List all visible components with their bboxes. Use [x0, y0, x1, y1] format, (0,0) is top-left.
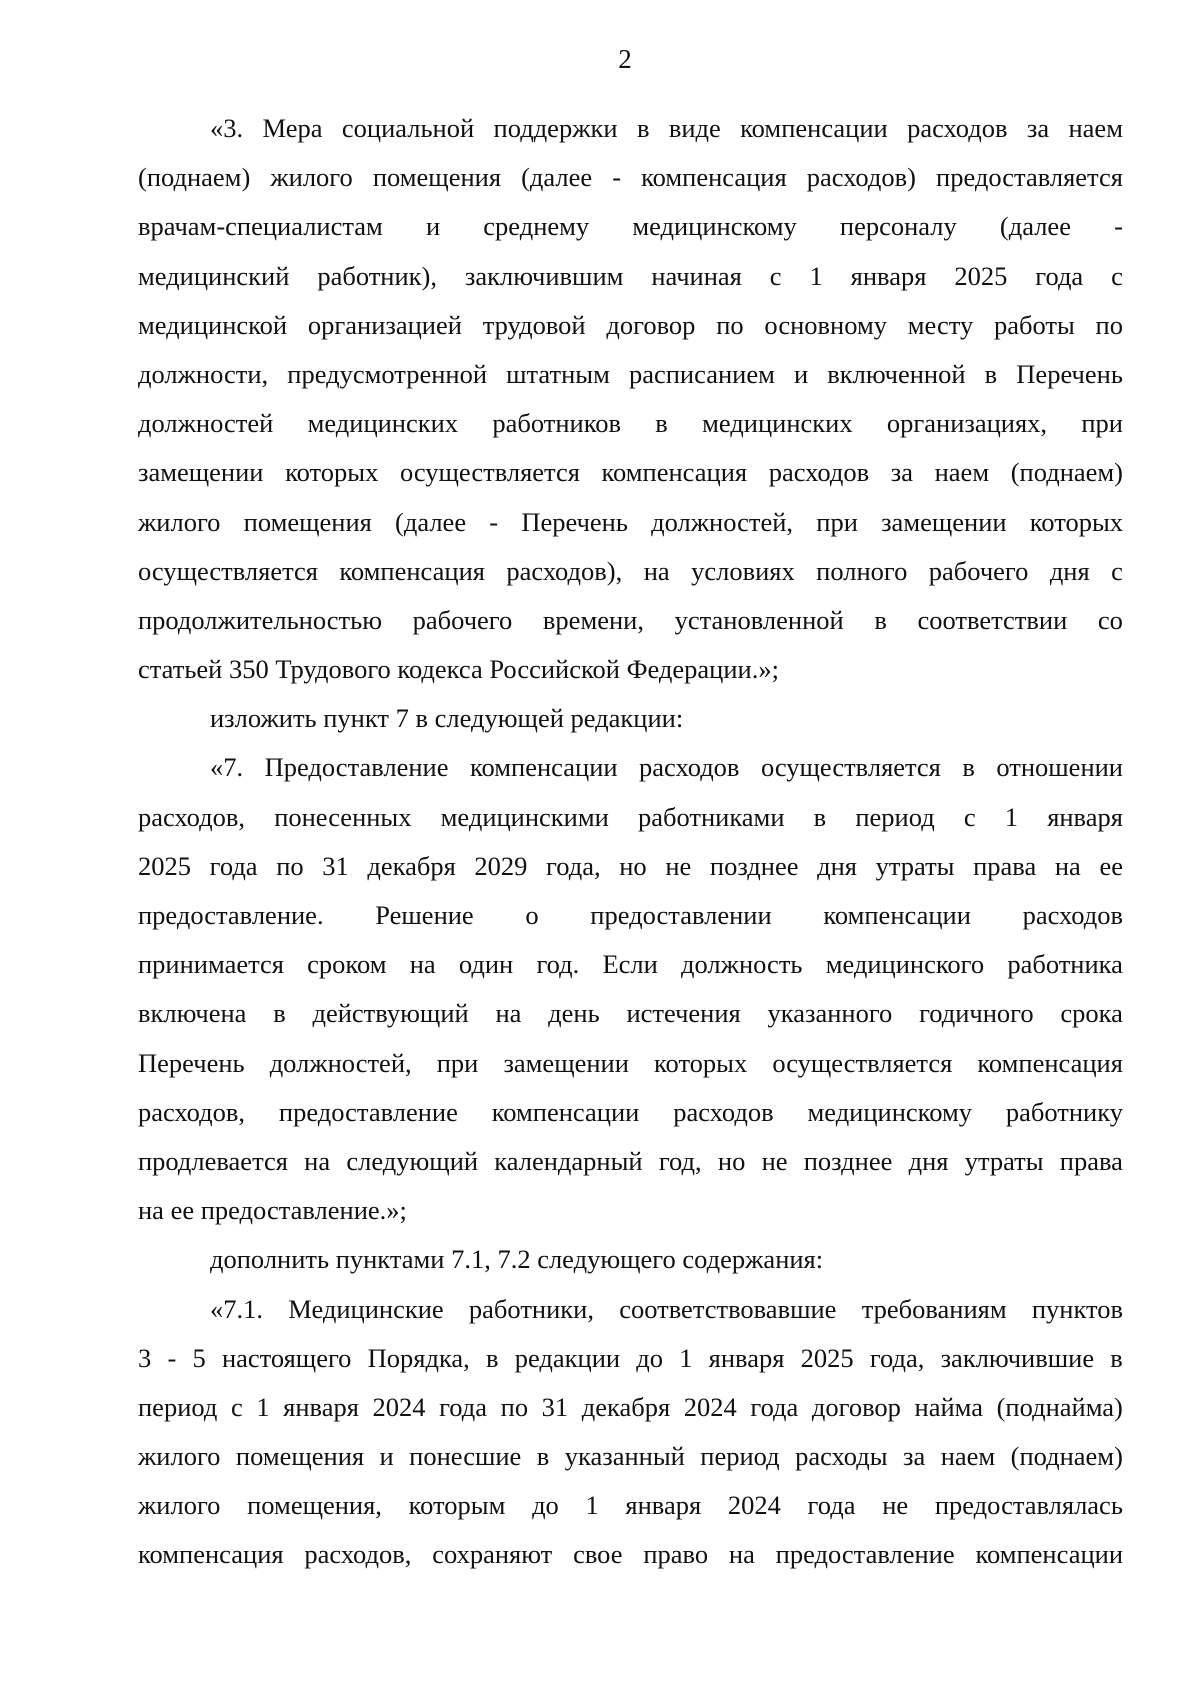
- word: помещения: [235, 1441, 365, 1472]
- word: расходы: [795, 1441, 888, 1472]
- word: (поднаем): [1010, 457, 1123, 488]
- word: 3: [138, 1342, 152, 1373]
- word: действующий: [312, 998, 469, 1029]
- word: января: [708, 1342, 785, 1373]
- word: пунктов: [1031, 1293, 1123, 1324]
- word: на: [409, 949, 436, 980]
- word: по: [500, 1391, 529, 1422]
- word: основному: [764, 309, 887, 340]
- word: работники,: [468, 1293, 594, 1324]
- word: утраты: [875, 850, 955, 881]
- word: января: [850, 260, 927, 291]
- word: требованиям: [861, 1293, 1007, 1324]
- word: компенсации: [470, 752, 618, 783]
- word: года: [1035, 260, 1084, 291]
- word: социальной: [341, 113, 475, 143]
- word: должность: [681, 949, 803, 980]
- word: 2024: [372, 1391, 426, 1422]
- word: медицинскими: [440, 801, 609, 832]
- word: 1: [256, 1391, 270, 1422]
- word: с: [769, 260, 782, 291]
- word: жилого: [138, 506, 221, 537]
- word: 2025: [954, 260, 1008, 291]
- word: года,: [546, 850, 601, 881]
- word: Порядка,: [367, 1342, 470, 1373]
- word: медицинскому: [807, 1096, 972, 1127]
- word: рабочего: [928, 555, 1029, 586]
- text-line: [138, 1039, 1123, 1088]
- word: по: [1095, 309, 1123, 340]
- word: с: [963, 801, 976, 832]
- word: наем: [934, 457, 990, 488]
- word: за: [903, 1441, 926, 1472]
- word: день: [548, 998, 600, 1029]
- text-line: [138, 1481, 1123, 1530]
- word: 2029: [474, 850, 528, 881]
- text-line: [138, 448, 1123, 497]
- word: компенсация: [138, 1539, 284, 1570]
- word: (поднаем): [1010, 1441, 1123, 1472]
- word: помещения: [372, 162, 502, 193]
- word: расходов: [673, 1096, 774, 1127]
- text-line: [138, 842, 1123, 891]
- word: которых: [285, 457, 379, 488]
- word: расходов,: [138, 1096, 246, 1127]
- word: следующий: [346, 1145, 479, 1176]
- word: 2024: [727, 1490, 781, 1521]
- word: до: [532, 1490, 559, 1521]
- word: осуществляется: [772, 1047, 953, 1078]
- word: 5: [192, 1342, 206, 1373]
- text-line: [138, 1383, 1123, 1432]
- word: отношении: [996, 752, 1123, 783]
- word: предоставление: [278, 1096, 458, 1127]
- word: врачам-специалистам: [138, 211, 383, 242]
- word: 2025: [138, 850, 191, 881]
- word: предоставлении: [590, 900, 772, 930]
- word: дня: [1049, 555, 1090, 586]
- word: указанного: [767, 998, 893, 1029]
- word: должности,: [138, 358, 269, 389]
- word: по: [716, 309, 744, 340]
- word: осуществляется: [760, 752, 941, 783]
- word: дня: [908, 1145, 949, 1176]
- word: продолжительностью: [138, 604, 382, 635]
- word: компенсация: [601, 457, 748, 488]
- text-line: на ее предоставление.»;: [138, 1195, 407, 1226]
- word: компенсация: [339, 555, 485, 586]
- word: расходов): [806, 162, 916, 193]
- word: расходов: [907, 113, 1008, 143]
- word: договор: [811, 1391, 901, 1422]
- text-line: [138, 547, 1123, 596]
- word: осуществляется: [138, 555, 318, 586]
- word: работник),: [317, 260, 437, 291]
- word: работниками: [637, 801, 785, 832]
- word: 1: [809, 260, 823, 291]
- word: условиях: [691, 555, 795, 586]
- word: свое: [573, 1539, 623, 1570]
- word: ее: [1099, 850, 1123, 881]
- word: в: [1110, 1342, 1123, 1373]
- word: расходов: [768, 457, 870, 488]
- amendment-instruction-7: [138, 694, 1123, 743]
- word: со: [1097, 604, 1123, 635]
- word: в: [984, 358, 998, 389]
- word: (далее: [395, 506, 467, 537]
- word: Решение: [375, 900, 474, 930]
- word: помещения: [243, 506, 372, 537]
- word: включенной: [827, 358, 966, 389]
- word: соответствовавшие: [619, 1293, 837, 1324]
- word: медицинский: [138, 260, 290, 291]
- text-line: [138, 350, 1123, 399]
- word: должностей,: [269, 1047, 412, 1078]
- word: год.: [536, 949, 580, 980]
- word: года: [750, 1391, 799, 1422]
- word: по: [276, 850, 304, 881]
- word: Перечень: [138, 1047, 245, 1078]
- word: договор: [606, 309, 696, 340]
- word: организациях,: [886, 408, 1048, 439]
- word: предоставление.: [138, 900, 324, 930]
- word: расходов: [639, 752, 740, 783]
- word: в: [273, 998, 286, 1029]
- word: года,: [869, 1342, 925, 1373]
- word: при: [1081, 408, 1123, 439]
- word: Перечень: [1016, 358, 1123, 389]
- word: жилого: [138, 1490, 221, 1521]
- word: времени,: [542, 604, 644, 635]
- word: компенсации: [740, 113, 888, 143]
- word: найма: [914, 1391, 984, 1422]
- word: замещении: [881, 506, 1007, 537]
- text-line: [138, 202, 1123, 251]
- word: должностей: [138, 408, 274, 439]
- word: с: [1111, 260, 1123, 291]
- word: предусмотренной: [287, 358, 488, 389]
- text-line: [138, 153, 1123, 202]
- word: компенсации: [975, 1539, 1123, 1570]
- word: полного: [816, 555, 908, 586]
- text-line: [138, 104, 1123, 153]
- word: редакции: [514, 1342, 621, 1373]
- word: позднее: [803, 1145, 893, 1176]
- word: рабочего: [412, 604, 513, 635]
- word: января: [283, 1391, 359, 1422]
- word: расходов,: [304, 1539, 412, 1570]
- text-line: дополнить пунктами 7.1, 7.2 следующего содержания:: [210, 1244, 824, 1275]
- word: замещении: [503, 1047, 629, 1078]
- word: до: [636, 1342, 663, 1373]
- word: расписанием: [628, 358, 775, 389]
- text-line: [138, 252, 1123, 301]
- word: за: [890, 457, 913, 488]
- word: не: [665, 850, 692, 881]
- word: в: [874, 604, 887, 635]
- word: установленной: [674, 604, 844, 635]
- word: -: [167, 1342, 177, 1373]
- word: виде: [668, 113, 721, 143]
- word: которых: [1029, 506, 1123, 537]
- word: Перечень: [521, 506, 628, 537]
- word: поддержки: [493, 113, 618, 143]
- word: и: [425, 211, 441, 242]
- word: на: [495, 998, 522, 1029]
- text-line: [138, 1530, 1123, 1579]
- text-line: изложить пункт 7 в следующей редакции:: [210, 703, 684, 734]
- word: 1: [585, 1490, 599, 1521]
- word: персоналу: [839, 211, 957, 242]
- word: жилого: [270, 162, 353, 193]
- word: в: [655, 408, 668, 439]
- word: понесенных: [274, 801, 412, 832]
- paragraph-item-3: [138, 104, 1123, 694]
- word: медицинских: [702, 408, 853, 439]
- word: (поднаем): [138, 162, 251, 193]
- word: «3.: [210, 113, 244, 143]
- word: указанный: [564, 1441, 685, 1472]
- word: Если: [602, 949, 658, 980]
- amendment-instruction-7-1: [138, 1235, 1123, 1284]
- word: -: [612, 162, 622, 193]
- text-line: [138, 1088, 1123, 1137]
- word: на: [1054, 850, 1081, 881]
- word: начиная: [651, 260, 742, 291]
- word: работы: [993, 309, 1075, 340]
- word: должностей,: [651, 506, 794, 537]
- word: которым: [408, 1490, 506, 1521]
- word: Мера: [262, 113, 323, 143]
- word: декабря: [367, 850, 456, 881]
- word: включена: [138, 998, 247, 1029]
- text-line: [138, 940, 1123, 989]
- word: годичного: [919, 998, 1034, 1029]
- word: заключившие: [940, 1342, 1095, 1373]
- word: один: [458, 949, 514, 980]
- word: 2024: [683, 1391, 737, 1422]
- text-line: [138, 498, 1123, 547]
- word: -: [1114, 211, 1123, 242]
- word: среднему: [483, 211, 590, 242]
- word: предоставлялась: [934, 1490, 1123, 1521]
- word: на: [304, 1145, 331, 1176]
- word: при: [816, 506, 858, 537]
- word: месту: [907, 309, 974, 340]
- word: но: [717, 1145, 746, 1176]
- paragraph-item-7: [138, 743, 1123, 1235]
- word: наем: [940, 1441, 996, 1472]
- word: года: [209, 850, 258, 881]
- word: не: [882, 1490, 909, 1521]
- word: с: [230, 1391, 243, 1422]
- text-line: [138, 1432, 1123, 1481]
- word: срока: [1060, 998, 1123, 1029]
- word: сохраняют: [432, 1539, 553, 1570]
- text-line: [138, 1334, 1123, 1383]
- word: компенсации: [823, 900, 971, 930]
- word: (поднайма): [996, 1391, 1123, 1422]
- word: на: [643, 555, 670, 586]
- word: (далее: [521, 162, 593, 193]
- word: организацией: [307, 309, 462, 340]
- word: права: [973, 850, 1037, 881]
- word: настоящего: [221, 1342, 352, 1373]
- word: помещения,: [247, 1490, 382, 1521]
- word: и: [793, 358, 809, 389]
- word: жилого: [138, 1441, 221, 1472]
- word: компенсации: [491, 1096, 640, 1127]
- word: утраты: [964, 1145, 1044, 1176]
- word: штатным: [506, 358, 610, 389]
- document-body: [138, 104, 1123, 1580]
- word: принимается: [138, 949, 284, 980]
- text-line: [138, 596, 1123, 645]
- word: расходов),: [506, 555, 623, 586]
- text-line: [138, 301, 1123, 350]
- word: период: [855, 801, 935, 832]
- word: дня: [817, 850, 857, 881]
- word: соответствии: [917, 604, 1068, 635]
- word: истечения: [626, 998, 741, 1029]
- text-line: [138, 1285, 1123, 1334]
- text-line: статьей 350 Трудового кодекса Российской Федерации.»;: [138, 654, 779, 685]
- word: при: [436, 1047, 479, 1078]
- paragraph-item-7-1: [138, 1285, 1123, 1580]
- text-line: [138, 989, 1123, 1038]
- word: год,: [658, 1145, 702, 1176]
- word: с: [1111, 555, 1123, 586]
- word: и: [379, 1441, 394, 1472]
- word: на: [728, 1539, 755, 1570]
- word: в: [486, 1342, 499, 1373]
- text-line: [138, 1137, 1123, 1186]
- word: в: [536, 1441, 550, 1472]
- word: календарный: [494, 1145, 643, 1176]
- word: период: [138, 1391, 218, 1422]
- word: предоставляется: [936, 162, 1123, 193]
- word: права: [1059, 1145, 1123, 1176]
- text-line: [138, 743, 1123, 792]
- word: право: [643, 1539, 709, 1570]
- word: Предоставление: [264, 752, 449, 783]
- word: работнику: [1005, 1096, 1123, 1127]
- word: предоставление: [775, 1539, 955, 1570]
- word: заключившим: [464, 260, 624, 291]
- word: период: [700, 1441, 780, 1472]
- word: января: [625, 1490, 702, 1521]
- word: декабря: [581, 1391, 671, 1422]
- word: не: [761, 1145, 788, 1176]
- word: компенсация: [641, 162, 787, 193]
- word: работника: [1007, 949, 1123, 980]
- word: медицинских: [307, 408, 459, 439]
- word: которых: [654, 1047, 748, 1078]
- word: расходов: [1022, 900, 1123, 930]
- word: в: [636, 113, 650, 143]
- word: (далее: [999, 211, 1071, 242]
- word: медицинского: [825, 949, 985, 980]
- word: наем: [1068, 113, 1123, 143]
- text-line: [138, 793, 1123, 842]
- word: 1: [1004, 801, 1019, 832]
- word: за: [1026, 113, 1050, 143]
- word: осуществляется: [399, 457, 580, 488]
- word: года: [439, 1391, 488, 1422]
- word: января: [1047, 801, 1123, 832]
- word: медицинскому: [632, 211, 797, 242]
- text-line: [138, 399, 1123, 448]
- word: продлевается: [138, 1145, 288, 1176]
- word: 2025: [800, 1342, 854, 1373]
- word: года: [807, 1490, 856, 1521]
- word: расходов,: [138, 801, 246, 832]
- word: замещении: [138, 457, 264, 488]
- word: компенсация: [977, 1047, 1123, 1078]
- word: но: [619, 850, 647, 881]
- word: сроком: [307, 949, 387, 980]
- word: 31: [322, 850, 349, 881]
- word: «7.: [210, 752, 244, 783]
- word: в: [813, 801, 827, 832]
- word: о: [525, 900, 539, 930]
- word: Медицинские: [288, 1293, 444, 1324]
- page-number: 2: [618, 44, 632, 74]
- word: позднее: [709, 850, 799, 881]
- word: понесшие: [409, 1441, 522, 1472]
- word: «7.1.: [210, 1293, 263, 1324]
- word: в: [962, 752, 975, 783]
- word: 1: [679, 1342, 693, 1373]
- word: трудовой: [482, 309, 586, 340]
- word: 31: [541, 1391, 569, 1422]
- word: работников: [492, 408, 621, 439]
- text-line: [138, 891, 1123, 940]
- word: -: [489, 506, 499, 537]
- word: медицинской: [138, 309, 288, 340]
